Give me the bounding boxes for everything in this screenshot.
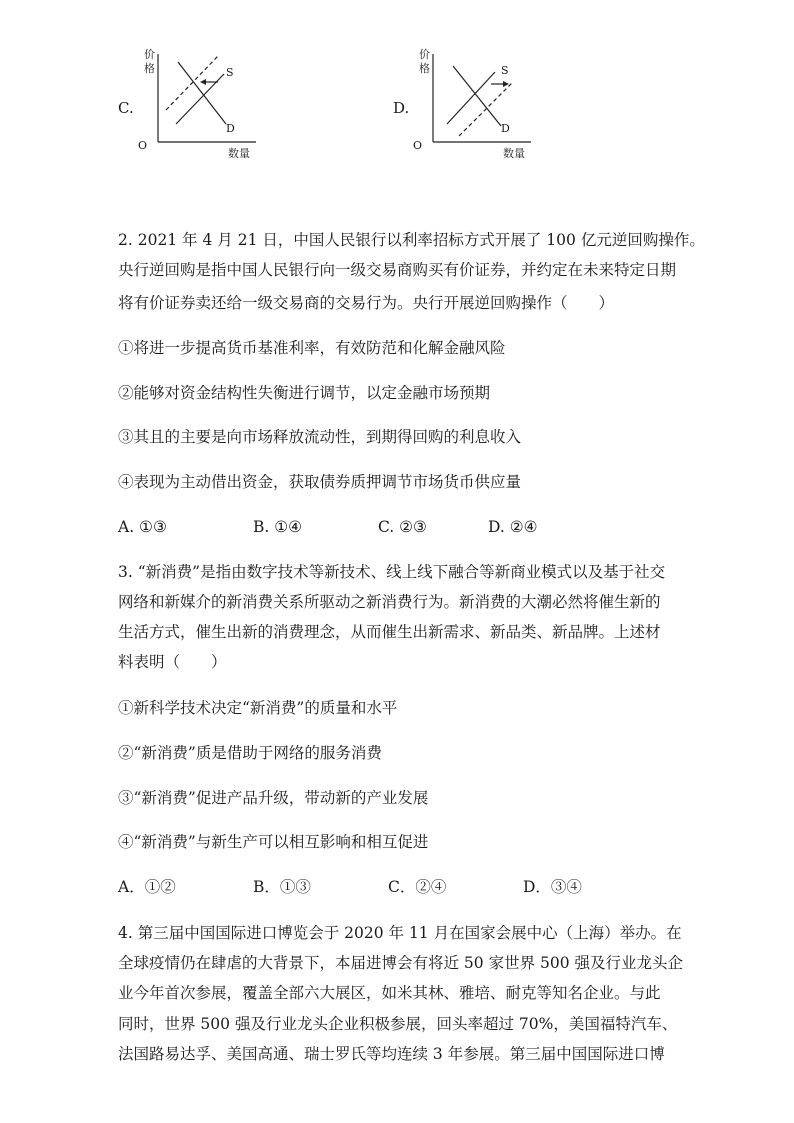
supply-demand-graph-d [413, 44, 533, 174]
q4-stem-line-4: 同时，世界 500 强及行业龙头企业积极参展，回头率超过 70%，美国福特汽车、 [118, 1015, 678, 1033]
q2-statement-1: ①将进一步提高货币基准利率，有效防范和化解金融风险 [118, 339, 506, 357]
q3-stem-line-3: 生活方式，催生出新的消费理念，从而催生出新需求、新品类、新品牌。上述材 [118, 623, 661, 641]
x-axis-label: 数量 [228, 147, 250, 160]
q3-stem-line-4: 料表明（ ） [118, 653, 227, 671]
supply-curve [447, 72, 495, 124]
shifted-supply-curve [166, 56, 218, 110]
graph-option-c [118, 44, 268, 174]
q3-choice-d[interactable]: D．③④ [523, 878, 582, 896]
q4-stem-line-1: 4. 第三届中国国际进口博览会于 2020 年 11 月在国家会展中心（上海）举办。在 [118, 924, 682, 942]
q3-stem-line-2: 网络和新媒介的新消费关系所驱动之新消费行为。新消费的大潮必然将催生新的 [118, 593, 661, 611]
q4-stem-line-3: 业今年首次参展，覆盖全部六大展区，如米其林、雅培、耐克等知名企业。与此 [118, 984, 661, 1002]
y-axis-label-1: 价 [144, 48, 155, 61]
q2-choice-d[interactable]: D. ②④ [488, 518, 538, 536]
q3-statement-2: ②“新消费”质是借助于网络的服务消费 [118, 744, 382, 762]
q3-stem-line-1: 3. “新消费”是指由数字技术等新技术、线上线下融合等新商业模式以及基于社交 [118, 563, 666, 581]
q3-statement-3: ③“新消费”促进产品升级，带动新的产业发展 [118, 789, 429, 807]
arrow-head-icon [200, 79, 206, 85]
q2-choice-b[interactable]: B. ①④ [253, 518, 303, 536]
supply-demand-graph-c [138, 44, 258, 174]
y-axis-label-2: 格 [419, 62, 430, 75]
demand-label: D [501, 122, 510, 135]
q4-stem-line-2: 全球疫情仍在肆虐的大背景下，本届进博会有将近 50 家世界 500 强及行业龙头企 [118, 954, 684, 972]
option-letter: C. [118, 99, 134, 117]
y-axis-label-2: 格 [144, 62, 155, 75]
q2-choice-c[interactable]: C. ②③ [378, 518, 427, 536]
q4-stem-line-5: 法国路易达孚、美国高通、瑞士罗氏等均连续 3 年参展。第三届中国国际进口博 [118, 1045, 665, 1063]
graph-option-d [393, 44, 543, 174]
q2-choice-a[interactable]: A. ①③ [118, 518, 167, 536]
demand-label: D [226, 122, 235, 135]
y-axis-label-1: 价 [419, 48, 430, 61]
q3-choice-a[interactable]: A．①② [118, 878, 176, 896]
q2-stem-line-1: 2. 2021 年 4 月 21 日，中国人民银行以利率招标方式开展了 100 亿元逆回购操作。 [118, 231, 705, 249]
supply-label: S [226, 66, 234, 79]
q2-stem-line-2: 央行逆回购是指中国人民银行向一级交易商购买有价证券，并约定在未来特定日期 [118, 261, 677, 279]
origin-label: O [413, 139, 423, 152]
x-axis-label: 数量 [503, 147, 525, 160]
q3-statement-4: ④“新消费”与新生产可以相互影响和相互促进 [118, 833, 429, 851]
demand-curve [453, 66, 501, 126]
supply-label: S [501, 64, 509, 77]
q2-statement-4: ④表现为主动借出资金，获取债券质押调节市场货币供应量 [118, 473, 522, 491]
q2-statement-2: ②能够对资金结构性失衡进行调节，以定金融市场预期 [118, 384, 491, 402]
q3-choice-b[interactable]: B．①③ [253, 878, 311, 896]
q2-stem-line-3: 将有价证券卖还给一级交易商的交易行为。央行开展逆回购操作（ ） [118, 294, 615, 312]
q3-statement-1: ①新科学技术决定“新消费”的质量和水平 [118, 699, 398, 717]
origin-label: O [138, 139, 148, 152]
q3-choice-c[interactable]: C．②④ [388, 878, 447, 896]
q2-statement-3: ③其且的主要是向市场释放流动性，到期得回购的利息收入 [118, 428, 522, 446]
option-letter: D. [393, 99, 410, 117]
